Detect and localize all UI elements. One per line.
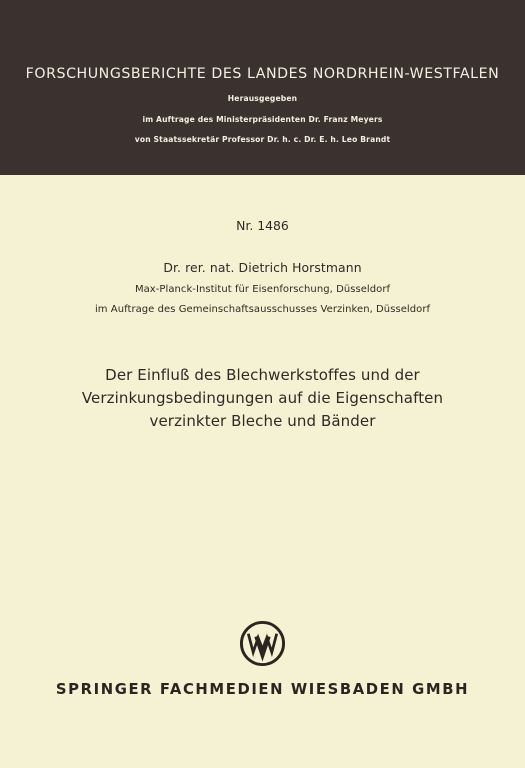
series-title: FORSCHUNGSBERICHTE DES LANDES NORDRHEIN-WESTFALEN xyxy=(25,66,500,82)
report-title-line-2: Verzinkungsbedingungen auf die Eigenschaften xyxy=(81,389,444,407)
editor-label: Herausgegeben xyxy=(227,94,298,103)
report-number: Nr. 1486 xyxy=(236,218,289,233)
author-affiliation-2: im Auftrage des Gemeinschaftsausschusses Verzinken, Düsseldorf xyxy=(94,304,431,315)
author-affiliation-1: Max-Planck-Institut für Eisenforschung, Düsseldorf xyxy=(134,284,391,295)
report-title-line-3: verzinkter Bleche und Bänder xyxy=(149,412,376,430)
springer-wv-logo-icon xyxy=(239,620,286,667)
editor-line-2: von Staatssekretär Professor Dr. h. c. Dr. E. h. Leo Brandt xyxy=(134,135,391,144)
editor-line-1: im Auftrage des Ministerpräsidenten Dr. Franz Meyers xyxy=(142,115,383,124)
report-title-line-1: Der Einfluß des Blechwerkstoffes und der xyxy=(105,366,420,384)
author-name: Dr. rer. nat. Dietrich Horstmann xyxy=(163,260,362,275)
publisher-name: SPRINGER FACHMEDIEN WIESBADEN GMBH xyxy=(55,681,470,698)
header-band xyxy=(0,0,525,175)
